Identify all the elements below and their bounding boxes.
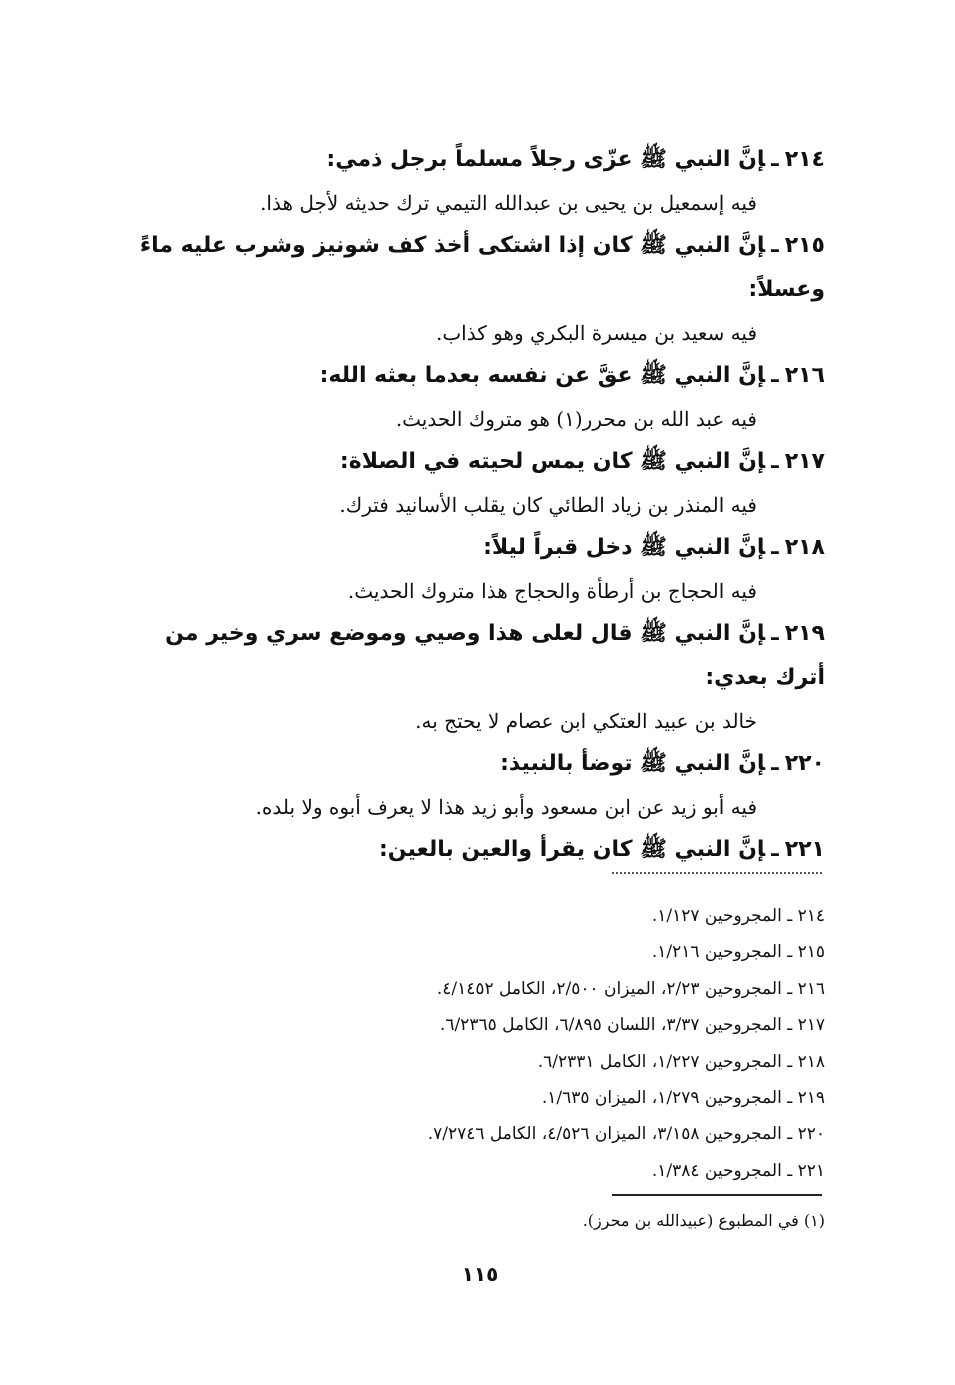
entry-heading-text: إنَّ النبي ﷺ قال لعلى هذا وصيي وموضع سري وخير من أترك بعدي: — [165, 621, 825, 690]
entry-dash: ـ — [771, 363, 779, 388]
entry-heading — [135, 224, 825, 312]
entry-number: ٢١٦ — [784, 363, 825, 388]
entry-dash: ـ — [771, 837, 779, 862]
dotted-separator — [612, 872, 822, 874]
entry-dash: ـ — [771, 147, 779, 172]
entry-214 — [135, 138, 825, 224]
entry-note: خالد بن عبيد العتكي ابن عصام لا يحتج به. — [415, 709, 757, 733]
entry-heading — [135, 354, 825, 398]
hadith-entries — [135, 138, 825, 872]
entry-heading — [135, 440, 825, 484]
reference-line: ٢١٨ ـ المجروحين ١/٢٢٧، الكامل ٦/٢٣٣١. — [537, 1051, 825, 1072]
entry-number: ٢١٨ — [784, 535, 825, 560]
entry-number: ٢٢٠ — [784, 751, 825, 776]
entry-heading-text: إنَّ النبي ﷺ دخل قبراً ليلاً: — [483, 535, 766, 560]
entry-215 — [135, 224, 825, 354]
entry-number: ٢١٤ — [784, 147, 825, 172]
entry-heading — [135, 612, 825, 700]
reference-line: ٢٢٠ ـ المجروحين ٣/١٥٨، الميزان ٤/٥٢٦، الكامل ٧/٢٧٤٦. — [427, 1124, 825, 1145]
entry-218 — [135, 526, 825, 612]
entry-heading — [135, 526, 825, 570]
entry-number: ٢١٩ — [784, 621, 825, 646]
entry-221 — [135, 828, 825, 872]
entry-note: فيه إسمعيل بن يحيى بن عبدالله التيمي ترك حديثه لأجل هذا. — [260, 191, 757, 215]
entry-heading-text: إنَّ النبي ﷺ كان إذا اشتكى أخذ كف شونيز وشرب عليه ماءً وعسلاً: — [139, 233, 825, 302]
reference-line: ٢١٤ ـ المجروحين ١/١٢٧. — [651, 906, 825, 926]
entry-note: فيه المنذر بن زياد الطائي كان يقلب الأسانيد فترك. — [339, 493, 757, 517]
entry-number: ٢٢١ — [784, 837, 825, 862]
page-number: ١١٥ — [461, 1262, 499, 1286]
entry-220 — [135, 742, 825, 828]
references-list — [260, 898, 825, 1189]
entry-note: فيه الحجاج بن أرطأة والحجاج هذا متروك الحديث. — [347, 579, 757, 603]
footnote: (١) في المطبوع (عبيدالله بن محرز). — [582, 1211, 825, 1230]
entry-heading-text: إنَّ النبي ﷺ توضأ بالنبيذ: — [500, 751, 766, 776]
entry-note: فيه أبو زيد عن ابن مسعود وأبو زيد هذا لا يعرف أبوه ولا بلده. — [255, 795, 757, 819]
reference-line: ٢١٥ ـ المجروحين ١/٢١٦. — [651, 942, 825, 963]
entry-dash: ـ — [771, 751, 779, 776]
entry-dash: ـ — [771, 535, 779, 560]
entry-heading-text: إنَّ النبي ﷺ عقَّ عن نفسه بعدما بعثه الله: — [319, 363, 766, 388]
entry-number: ٢١٥ — [784, 233, 825, 258]
footnote-rule — [612, 1194, 822, 1196]
reference-line: ٢٢١ ـ المجروحين ١/٣٨٤. — [651, 1160, 825, 1181]
entry-dash: ـ — [771, 233, 779, 258]
entry-heading-text: إنَّ النبي ﷺ كان يمس لحيته في الصلاة: — [339, 449, 766, 474]
entry-note: فيه سعيد بن ميسرة البكري وهو كذاب. — [435, 321, 757, 345]
entry-219 — [135, 612, 825, 742]
entry-heading — [135, 742, 825, 786]
entry-dash: ـ — [771, 449, 779, 474]
entry-dash: ـ — [771, 621, 779, 646]
entry-note: فيه عبد الله بن محرر(١) هو متروك الحديث. — [395, 407, 757, 431]
reference-line: ٢١٩ ـ المجروحين ١/٢٧٩، الميزان ١/٦٣٥. — [541, 1088, 825, 1109]
entry-heading-text: إنَّ النبي ﷺ عزّى رجلاً مسلماً برجل ذمي: — [326, 147, 766, 172]
entry-216 — [135, 354, 825, 440]
reference-line: ٢١٦ ـ المجروحين ٢/٢٣، الميزان ٢/٥٠٠، الكامل ٤/١٤٥٢. — [436, 978, 825, 999]
reference-line: ٢١٧ ـ المجروحين ٣/٣٧، اللسان ٦/٨٩٥، الكامل ٦/٢٣٦٥. — [439, 1015, 825, 1036]
entry-heading — [135, 828, 825, 872]
entry-heading — [135, 138, 825, 182]
entry-217 — [135, 440, 825, 526]
entry-number: ٢١٧ — [784, 449, 825, 474]
entry-heading-text: إنَّ النبي ﷺ كان يقرأ والعين بالعين: — [378, 837, 766, 862]
